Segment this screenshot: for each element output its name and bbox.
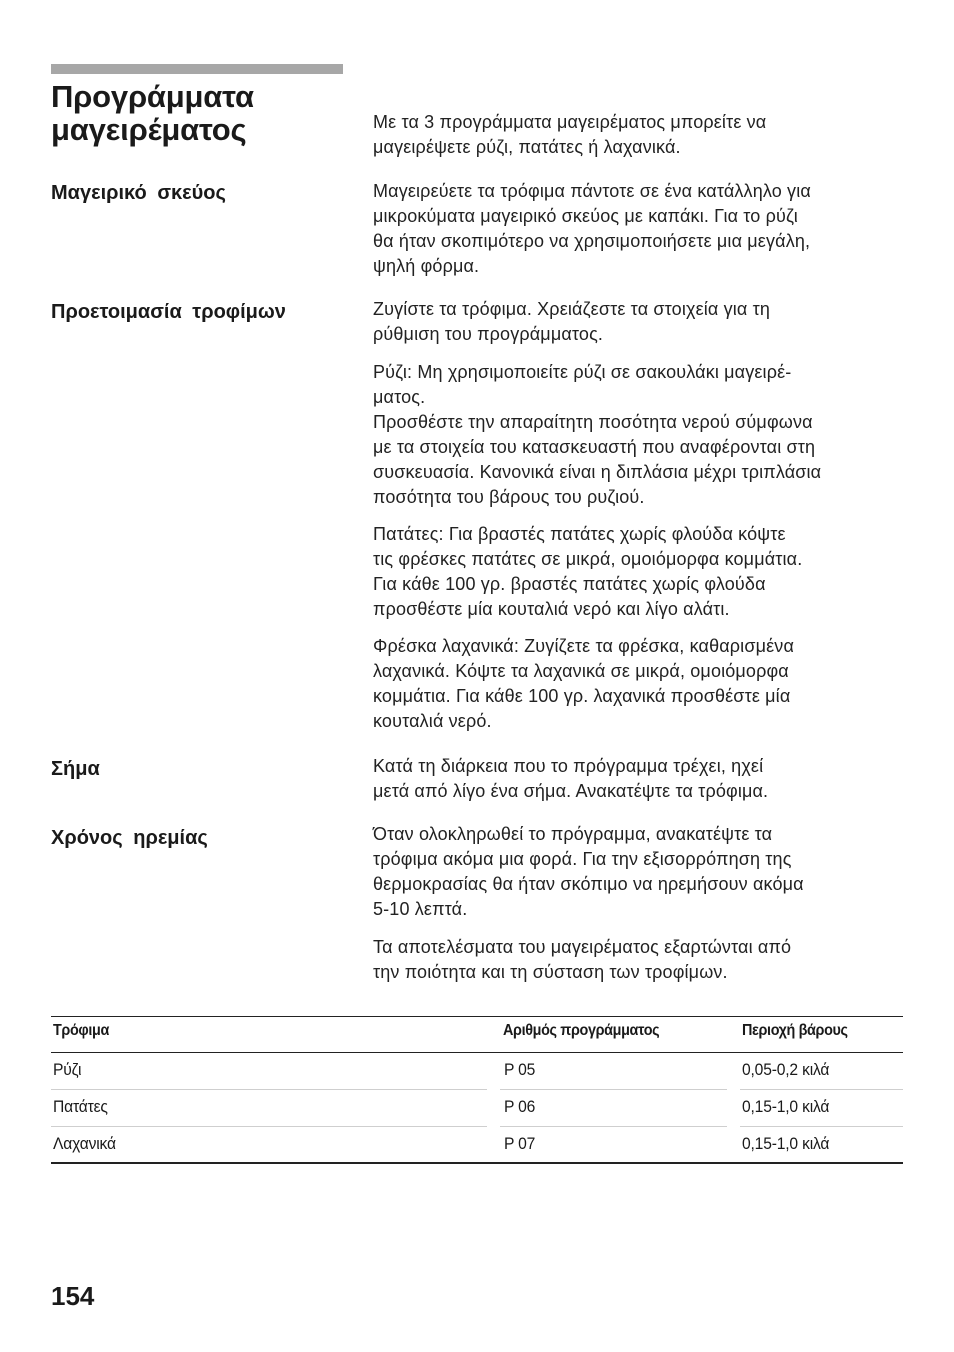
heading-rest-time: Χρόνος ηρεμίας xyxy=(51,827,208,849)
table-header-rule xyxy=(51,1052,903,1053)
text-line: την ποιότητα και τη σύσταση των τροφίμων. xyxy=(373,962,728,982)
page-title-line-2: μαγειρέματος xyxy=(51,112,247,147)
page-title xyxy=(51,80,351,146)
preparation-paragraph-potatoes xyxy=(373,522,903,622)
text-line: προσθέστε μία κουταλιά νερό και λίγο αλάτι. xyxy=(373,599,730,619)
text-line: Προσθέστε την απαραίτητη ποσότητα νερού σύμφωνα xyxy=(373,412,813,432)
row-divider xyxy=(500,1089,727,1090)
text-line: Με τα 3 προγράμματα μαγειρέματος μπορείτε να xyxy=(373,112,767,132)
rest-paragraph-2 xyxy=(373,935,903,985)
signal-paragraph xyxy=(373,754,903,804)
text-line: Τα αποτελέσματα του μαγειρέματος εξαρτώνται από xyxy=(373,937,792,957)
text-line: τρόφιμα ακόμα μια φορά. Για την εξισορρόπηση της xyxy=(373,849,792,869)
text-line: Μαγειρεύετε τα τρόφιμα πάντοτε σε ένα κατάλληλο για xyxy=(373,181,811,201)
text-line: Φρέσκα λαχανικά: Ζυγίζετε τα φρέσκα, καθαρισμένα xyxy=(373,636,794,656)
cell-weight: 0,15-1,0 κιλά xyxy=(742,1134,830,1153)
text-line: Όταν ολοκληρωθεί το πρόγραμμα, ανακατέψτε τα xyxy=(373,824,773,844)
text-line: Κατά τη διάρκεια που το πρόγραμμα τρέχει, ηχεί xyxy=(373,756,764,776)
cell-weight: 0,15-1,0 κιλά xyxy=(742,1097,830,1116)
row-divider xyxy=(740,1089,903,1090)
text-line: μαγειρέψετε ρύζι, πατάτες ή λαχανικά. xyxy=(373,137,681,157)
text-line: λαχανικά. Κόψτε τα λαχανικά σε μικρά, ομοιόμορφα xyxy=(373,661,789,681)
text-line: κομμάτια. Για κάθε 100 γρ. λαχανικά προσθέστε μία xyxy=(373,686,791,706)
text-line: θερμοκρασίας θα ήταν σκόπιμο να ηρεμήσουν ακόμα xyxy=(373,874,804,894)
row-divider xyxy=(51,1126,487,1127)
text-line: ψηλή φόρμα. xyxy=(373,256,480,276)
table-bottom-rule xyxy=(51,1162,903,1164)
cell-program: P 05 xyxy=(504,1060,536,1079)
page-title-line-1: Προγράμματα xyxy=(51,79,254,114)
cell-program: P 07 xyxy=(504,1134,536,1153)
cell-food: Ρύζι xyxy=(53,1060,82,1079)
text-line: Πατάτες: Για βραστές πατάτες χωρίς φλούδα κόψτε xyxy=(373,524,786,544)
title-rule xyxy=(51,64,343,74)
heading-cookware: Μαγειρικό σκεύος xyxy=(51,182,226,204)
row-divider xyxy=(740,1126,903,1127)
text-line: ματος. xyxy=(373,387,426,407)
text-line: θα ήταν σκοπιμότερο να χρησιμοποιήσετε μια μεγάλη, xyxy=(373,231,811,251)
text-line: Για κάθε 100 γρ. βραστές πατάτες χωρίς φλούδα xyxy=(373,574,766,594)
cell-weight: 0,05-0,2 κιλά xyxy=(742,1060,830,1079)
text-line: τις φρέσκες πατάτες σε μικρά, ομοιόμορφα κομμάτια. xyxy=(373,549,803,569)
table-header-program: Αριθμός προγράμματος xyxy=(503,1022,660,1039)
text-line: Ζυγίστε τα τρόφιμα. Χρειάζεστε τα στοιχεία για τη xyxy=(373,299,771,319)
preparation-paragraph-rice xyxy=(373,360,903,510)
cell-program: P 06 xyxy=(504,1097,536,1116)
text-line: κουταλιά νερό. xyxy=(373,711,492,731)
heading-signal: Σήμα xyxy=(51,758,100,780)
text-line: μετά από λίγο ένα σήμα. Ανακατέψτε τα τρόφιμα. xyxy=(373,781,769,801)
text-line: Ρύζι: Μη χρησιμοποιείτε ρύζι σε σακουλάκι μαγειρέ- xyxy=(373,362,792,382)
text-line: ρύθμιση του προγράμματος. xyxy=(373,324,604,344)
preparation-paragraph-1 xyxy=(373,297,903,347)
text-line: συσκευασία. Κανονικά είναι η διπλάσια μέχρι τριπλάσια xyxy=(373,462,822,482)
preparation-paragraph-vegetables xyxy=(373,634,903,734)
page-number: 154 xyxy=(51,1281,95,1311)
intro-paragraph xyxy=(373,110,903,160)
text-line: μικροκύματα μαγειρικό σκεύος με καπάκι. Για το ρύζι xyxy=(373,206,798,226)
row-divider xyxy=(500,1126,727,1127)
heading-preparation: Προετοιμασία τροφίμων xyxy=(51,301,286,323)
cell-food: Λαχανικά xyxy=(53,1134,116,1153)
row-divider xyxy=(51,1089,487,1090)
text-line: με τα στοιχεία του κατασκευαστή που αναφέρονται στη xyxy=(373,437,816,457)
cell-food: Πατάτες xyxy=(53,1097,108,1116)
table-header-weight: Περιοχή βάρους xyxy=(742,1022,848,1039)
text-line: ποσότητα του βάρους του ρυζιού. xyxy=(373,487,645,507)
table-header-food: Τρόφιμα xyxy=(53,1022,109,1039)
cookware-paragraph xyxy=(373,179,903,279)
text-line: 5-10 λεπτά. xyxy=(373,899,468,919)
rest-paragraph-1 xyxy=(373,822,903,922)
table-top-rule xyxy=(51,1016,903,1017)
